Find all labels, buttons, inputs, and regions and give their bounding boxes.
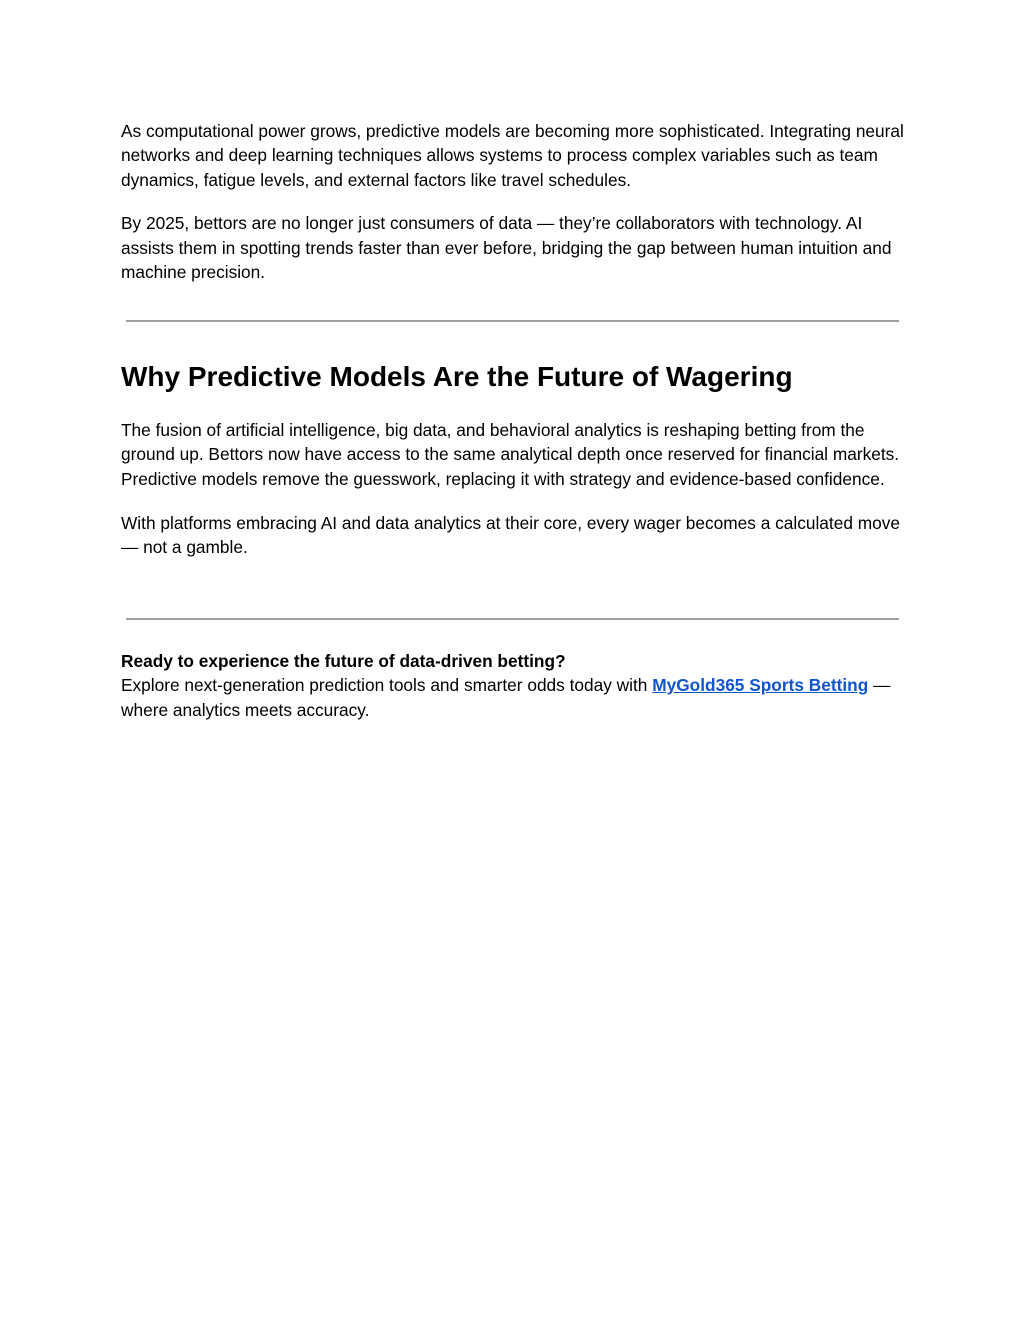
call-to-action <box>121 649 911 722</box>
section-paragraph-2: With platforms embracing AI and data analytics at their core, every wager becomes a calculated move — not a gamble. <box>121 512 900 558</box>
section-paragraph-1: The fusion of artificial intelligence, big data, and behavioral analytics is reshaping betting from the ground up. Bettors now have access to the same analytical depth once reserved for financial markets. Predictive models remove the guesswork, replacing it with strategy and evidence-based confidence. <box>121 420 900 489</box>
section-body <box>121 418 911 560</box>
cta-heading: Ready to experience the future of data-driven betting? <box>121 651 566 671</box>
intro-paragraph-1: As computational power grows, predictive models are becoming more sophisticated. Integrating neural networks and deep learning techniques allows systems to process complex variables such as team dynamics, fatigue levels, and external factors like travel schedules. <box>121 121 904 190</box>
section-heading: Why Predictive Models Are the Future of Wagering <box>121 361 793 392</box>
divider <box>126 320 899 322</box>
divider <box>126 618 899 620</box>
intro-paragraph-2: By 2025, bettors are no longer just consumers of data — they’re collaborators with technology. AI assists them in spotting trends faster than ever before, bridging the gap between human intuition and machine precision. <box>121 213 892 283</box>
cta-text: Explore next-generation prediction tools and smarter odds today with <box>121 675 653 696</box>
document-page <box>121 119 911 720</box>
cta-text-end: — where analytics meets accuracy. <box>121 675 891 720</box>
mygold365-link[interactable]: MyGold365 Sports Betting <box>652 675 869 696</box>
